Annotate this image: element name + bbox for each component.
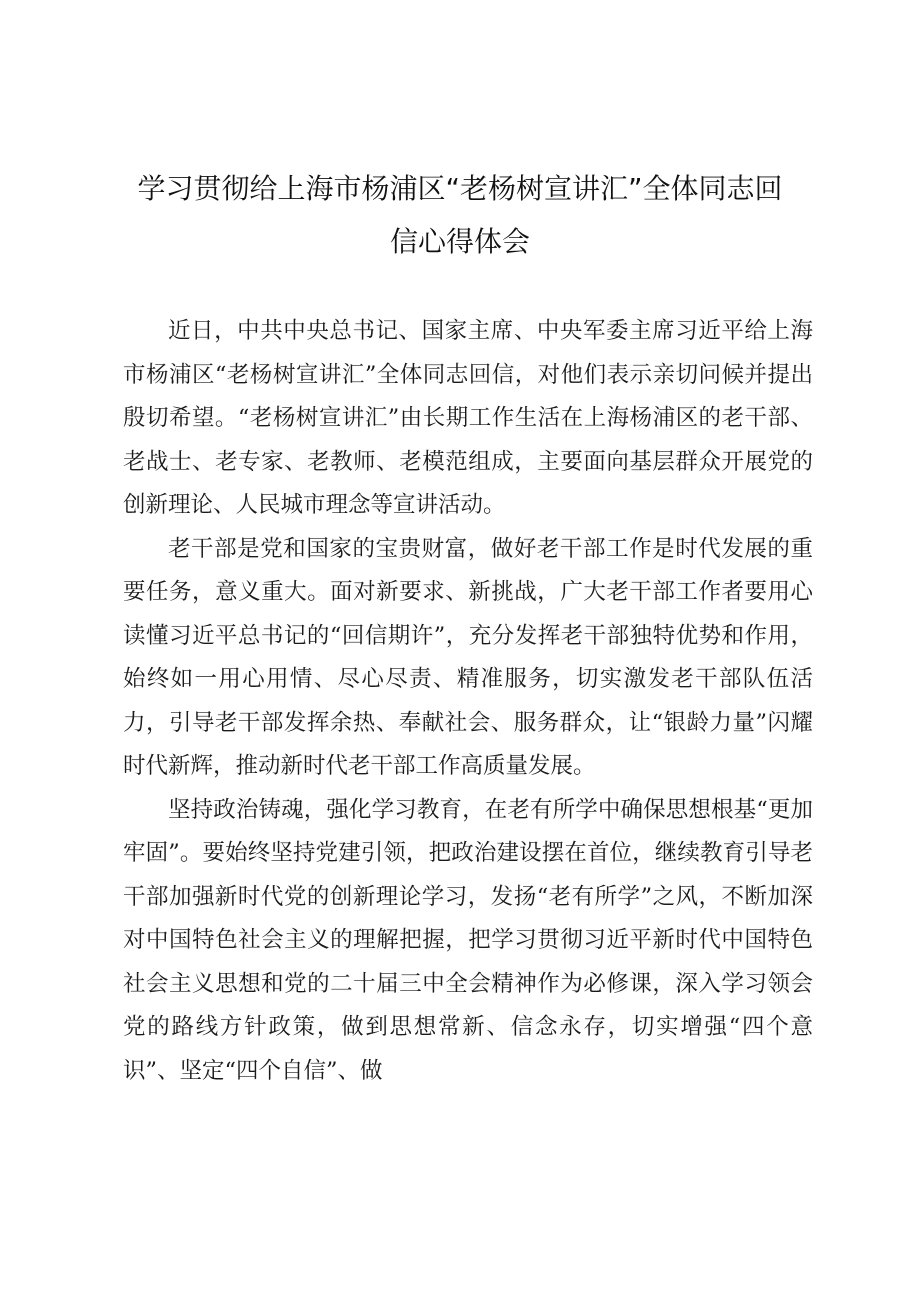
paragraph-2: 老干部是党和国家的宝贵财富，做好老干部工作是时代发展的重要任务，意义重大。面对新要求、新挑战，广大老干部工作者要用心读懂习近平总书记的“回信期许”，充分发挥老干部独特优势和作用，始终如一用心用情、尽心尽责、精准服务，切实激发老干部队伍活力，引导老干部发挥余热、奉献社会、服务群众，让“银龄力量”闪耀时代新辉，推动新时代老干部工作高质量发展。 — [123, 535, 813, 779]
paragraph-1: 近日，中共中央总书记、国家主席、中央军委主席习近平给上海市杨浦区“老杨树宣讲汇”全体同志回信，对他们表示亲切问候并提出殷切希望。“老杨树宣讲汇”由长期工作生活在上海杨浦区的老干部、老战士、老专家、老教师、老模范组成，主要面向基层群众开展党的创新理论、人民城市理念等宣讲活动。 — [123, 318, 813, 518]
document-title-line-1: 学习贯彻给上海市杨浦区“老杨树宣讲汇”全体同志回 — [137, 172, 783, 205]
paragraph-3: 坚持政治铸魂，强化学习教育，在老有所学中确保思想根基“更加牢固”。要始终坚持党建引领，把政治建设摆在首位，继续教育引导老干部加强新时代党的创新理论学习，发扬“老有所学”之风，不断加深对中国特色社会主义的理解把握，把学习贯彻习近平新时代中国特色社会主义思想和党的二十届三中全会精神作为必修课，深入学习领会党的路线方针政策，做到思想常新、信念永存，切实增强“四个意识”、坚定“四个自信”、做 — [123, 796, 813, 1084]
document-title-line-2: 信心得体会 — [389, 225, 530, 258]
document-body — [123, 310, 813, 1093]
